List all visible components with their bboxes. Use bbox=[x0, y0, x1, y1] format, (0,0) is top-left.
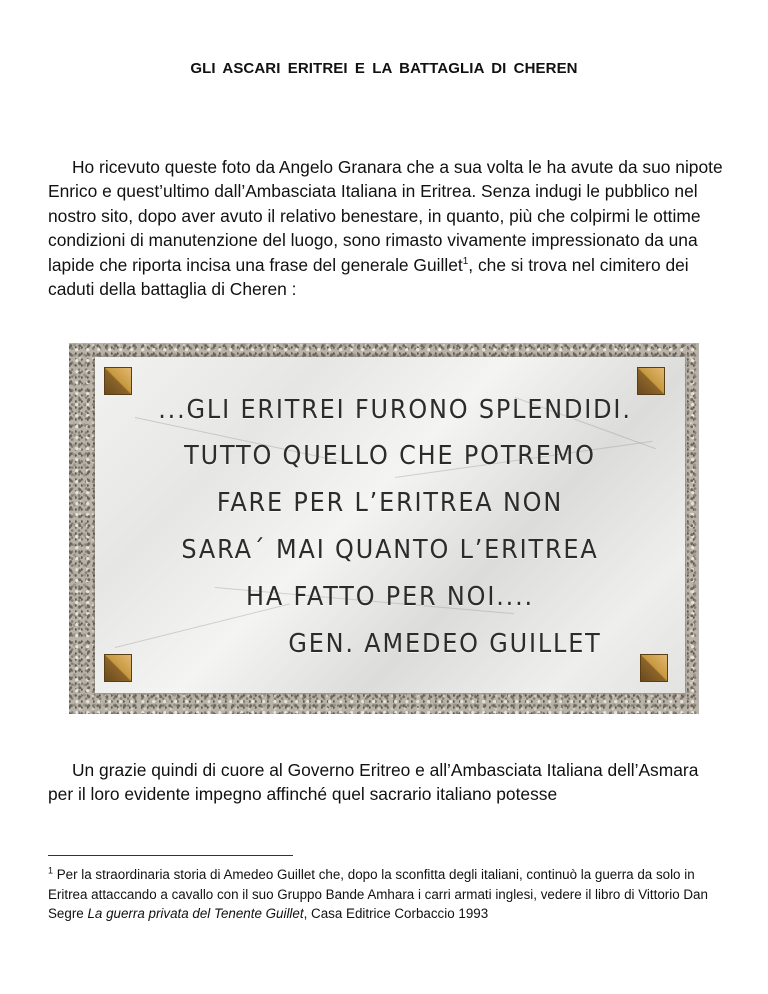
brass-stud-icon bbox=[105, 655, 131, 681]
thanks-text: Un grazie quindi di cuore al Governo Eritreo e all’Ambasciata Italiana dell’Asmara per il loro evidente impegno affinché quel sacrario italiano potesse bbox=[48, 760, 699, 805]
plaque-inscription-line: SARA´ MAI QUANTO L’ERITREA bbox=[181, 535, 599, 565]
intro-text: Ho ricevuto queste foto da Angelo Granara che a sua volta le ha avute da suo nipote Enrico e quest’ultimo dall’Ambasciata Italiana in Eritrea. Senza indugi le pubblico nel nostro sito, dopo aver avuto il relativo benestare, in quanto, più che colpirmi le ottime condizioni di manutenzione del luogo, sono rimasto vivamente impressionato da una lapide che riporta incisa una frase del generale Guillet bbox=[48, 157, 723, 275]
footnote-separator bbox=[48, 855, 293, 856]
intro-paragraph bbox=[48, 155, 728, 301]
thanks-paragraph bbox=[48, 758, 728, 807]
plaque-signature: GEN. AMEDEO GUILLET bbox=[288, 629, 602, 659]
plaque-inscription-line: FARE PER L’ERITREA NON bbox=[216, 488, 564, 518]
footnote-reference[interactable]: 1 bbox=[462, 255, 469, 267]
footnote bbox=[48, 865, 728, 924]
footnote-book-title: La guerra privata del Tenente Guillet bbox=[87, 906, 304, 922]
plaque-inscription-line: ...GLI ERITREI FURONO SPLENDIDI. bbox=[158, 395, 632, 425]
footnote-number: 1 bbox=[48, 865, 54, 876]
page-title: GLI ASCARI ERITREI E LA BATTAGLIA DI CHEREN bbox=[190, 60, 578, 77]
footnote-text: Per la straordinaria storia di Amedeo Guillet che, dopo la sconfitta degli italiani, continuò la guerra da solo in Eritrea attaccando a cavallo con il suo Gruppo Bande Amhara i carri armati inglesi, vedere il libro di Vittorio Dan Segre bbox=[48, 867, 708, 922]
brass-stud-icon bbox=[638, 368, 664, 394]
plaque-inscription-line: HA FATTO PER NOI.... bbox=[245, 582, 535, 612]
brass-stud-icon bbox=[105, 368, 131, 394]
footnote-text-end: , Casa Editrice Corbaccio 1993 bbox=[303, 906, 489, 922]
intro-text-end: , che si trova nel cimitero dei caduti della battaglia di Cheren : bbox=[48, 254, 689, 300]
plaque-inscription-line: TUTTO QUELLO CHE POTREMO bbox=[184, 441, 596, 471]
